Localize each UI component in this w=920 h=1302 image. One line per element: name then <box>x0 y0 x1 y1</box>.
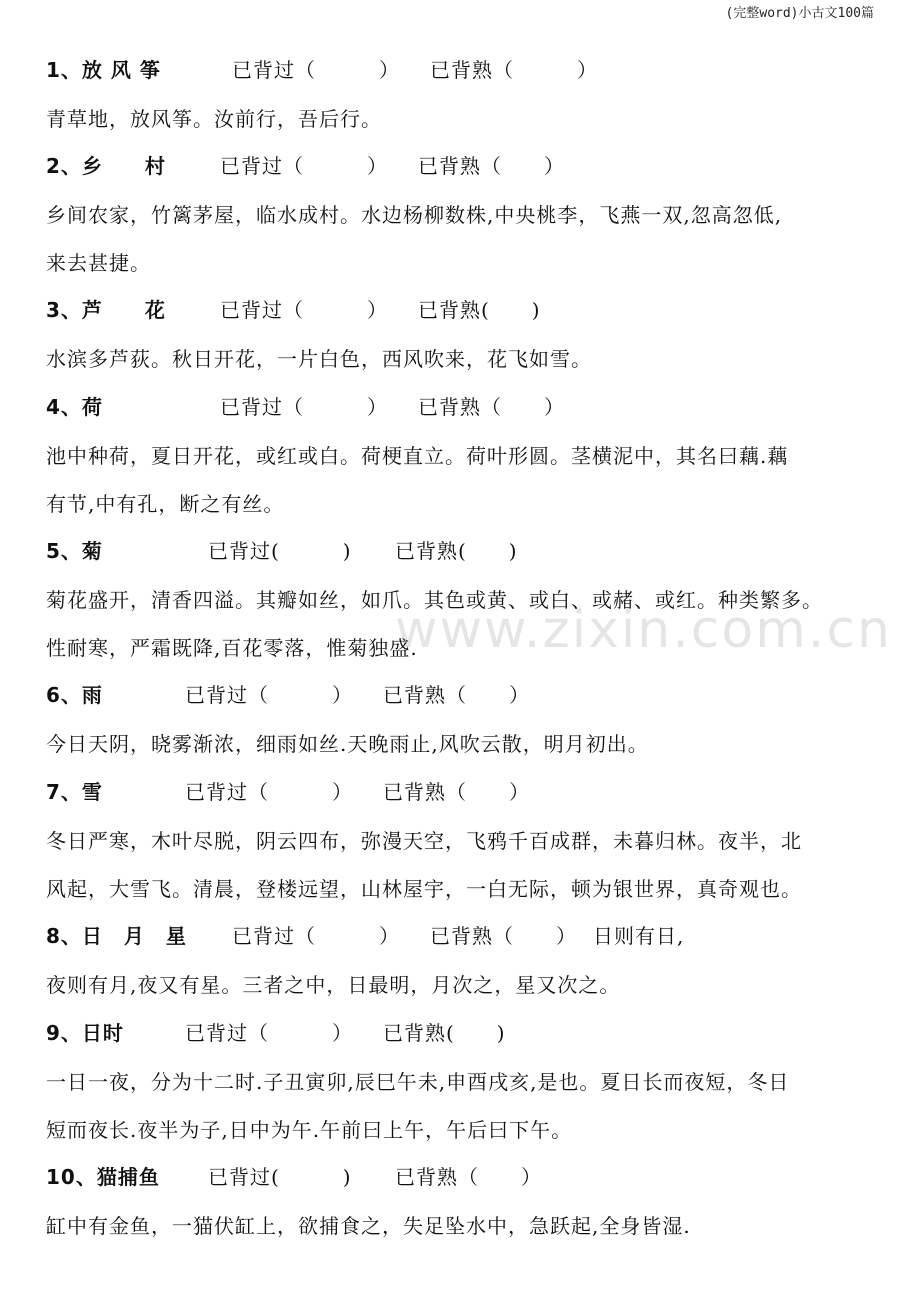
recited-status: 已背过( ) <box>208 539 352 563</box>
lesson-heading <box>46 920 886 952</box>
lesson-text-line: 水滨多芦荻。秋日开花，一片白色，西风吹来，花飞如雪。 <box>46 347 592 371</box>
lesson-text-line: 青草地，放风筝。汝前行，吾后行。 <box>46 107 382 131</box>
memorized-status: 已背熟（ ） <box>430 924 577 948</box>
recited-status: 已背过（ ） <box>220 395 388 419</box>
memorized-status: 已背熟（ ） <box>395 1165 542 1189</box>
memorized-status: 已背熟（ ） <box>430 58 598 82</box>
lesson-title: 5、菊 <box>46 539 103 563</box>
recited-status: 已背过（ ） <box>185 683 353 707</box>
lesson-title: 6、雨 <box>46 683 103 707</box>
memorized-status: 已背熟( ) <box>418 298 541 322</box>
recited-status: 已背过（ ） <box>220 298 388 322</box>
lesson-text-line: 有节,中有孔，断之有丝。 <box>46 492 285 516</box>
memorized-status: 已背熟( ) <box>395 539 518 563</box>
recited-status: 已背过（ ） <box>232 58 400 82</box>
recited-status: 已背过（ ） <box>185 1021 353 1045</box>
recited-status: 已背过（ ） <box>220 154 388 178</box>
lesson-heading <box>46 535 886 567</box>
memorized-status: 已背熟（ ） <box>383 780 530 804</box>
page-header: (完整word)小古文100篇 <box>725 6 874 21</box>
lesson-text-inline: 日则有日, <box>593 924 685 948</box>
lesson-heading <box>46 1017 886 1049</box>
lesson-text-line: 一日一夜，分为十二时.子丑寅卯,辰巳午未,申酉戌亥,是也。夏日长而夜短，冬日 <box>46 1070 790 1094</box>
watermark: www.zixin.com.cn <box>395 600 892 660</box>
lesson-title: 2、乡 村 <box>46 154 166 178</box>
memorized-status: 已背熟( ) <box>383 1021 506 1045</box>
lesson-title: 3、芦 花 <box>46 298 166 322</box>
lesson-text-line: 菊花盛开，清香四溢。其瓣如丝，如爪。其色或黄、或白、或赭、或红。种类繁多。 <box>46 588 823 612</box>
lesson-heading <box>46 679 886 711</box>
lesson-text-line: 冬日严寒，木叶尽脱，阴云四布，弥漫天空，飞鸦千百成群，未暮归林。夜半，北 <box>46 829 802 853</box>
lesson-heading <box>46 776 886 808</box>
lesson-title: 1、放 风 筝 <box>46 58 161 82</box>
lesson-title: 8、日 月 星 <box>46 924 187 948</box>
lesson-heading <box>46 150 886 182</box>
lesson-text-line: 短而夜长.夜半为子,日中为午.午前曰上午，午后曰下午。 <box>46 1118 573 1142</box>
lesson-text-line: 风起，大雪飞。清晨，登楼远望，山林屋宇，一白无际，顿为银世界，真奇观也。 <box>46 877 802 901</box>
lesson-text-line: 乡间农家，竹篱茅屋，临水成村。水边杨柳数株,中央桃李，飞燕一双,忽高忽低, <box>46 203 783 227</box>
lesson-heading <box>46 294 886 326</box>
lesson-text-line: 池中种荷，夏日开花，或红或白。荷梗直立。荷叶形圆。茎横泥中，其名曰藕.藕 <box>46 444 789 468</box>
recited-status: 已背过( ) <box>208 1165 352 1189</box>
lesson-heading <box>46 54 886 86</box>
lesson-title: 10、猫捕鱼 <box>46 1165 160 1189</box>
lesson-title: 7、雪 <box>46 780 103 804</box>
memorized-status: 已背熟（ ） <box>383 683 530 707</box>
lesson-text-line: 性耐寒，严霜既降,百花零落，惟菊独盛. <box>46 636 418 660</box>
lesson-title: 9、日时 <box>46 1021 124 1045</box>
memorized-status: 已背熟（ ） <box>418 395 565 419</box>
recited-status: 已背过（ ） <box>232 924 400 948</box>
lesson-title: 4、荷 <box>46 395 103 419</box>
lesson-heading <box>46 1161 886 1193</box>
lesson-heading <box>46 391 886 423</box>
lesson-text-line: 来去甚捷。 <box>46 251 151 275</box>
recited-status: 已背过（ ） <box>185 780 353 804</box>
lesson-text-line: 夜则有月,夜又有星。三者之中，日最明，月次之，星又次之。 <box>46 973 621 997</box>
memorized-status: 已背熟（ ） <box>418 154 565 178</box>
lesson-text-line: 今日天阴，晓雾渐浓，细雨如丝.天晚雨止,风吹云散，明月初出。 <box>46 732 649 756</box>
lesson-text-line: 缸中有金鱼，一猫伏缸上，欲捕食之，失足坠水中，急跃起,全身皆湿. <box>46 1214 691 1238</box>
